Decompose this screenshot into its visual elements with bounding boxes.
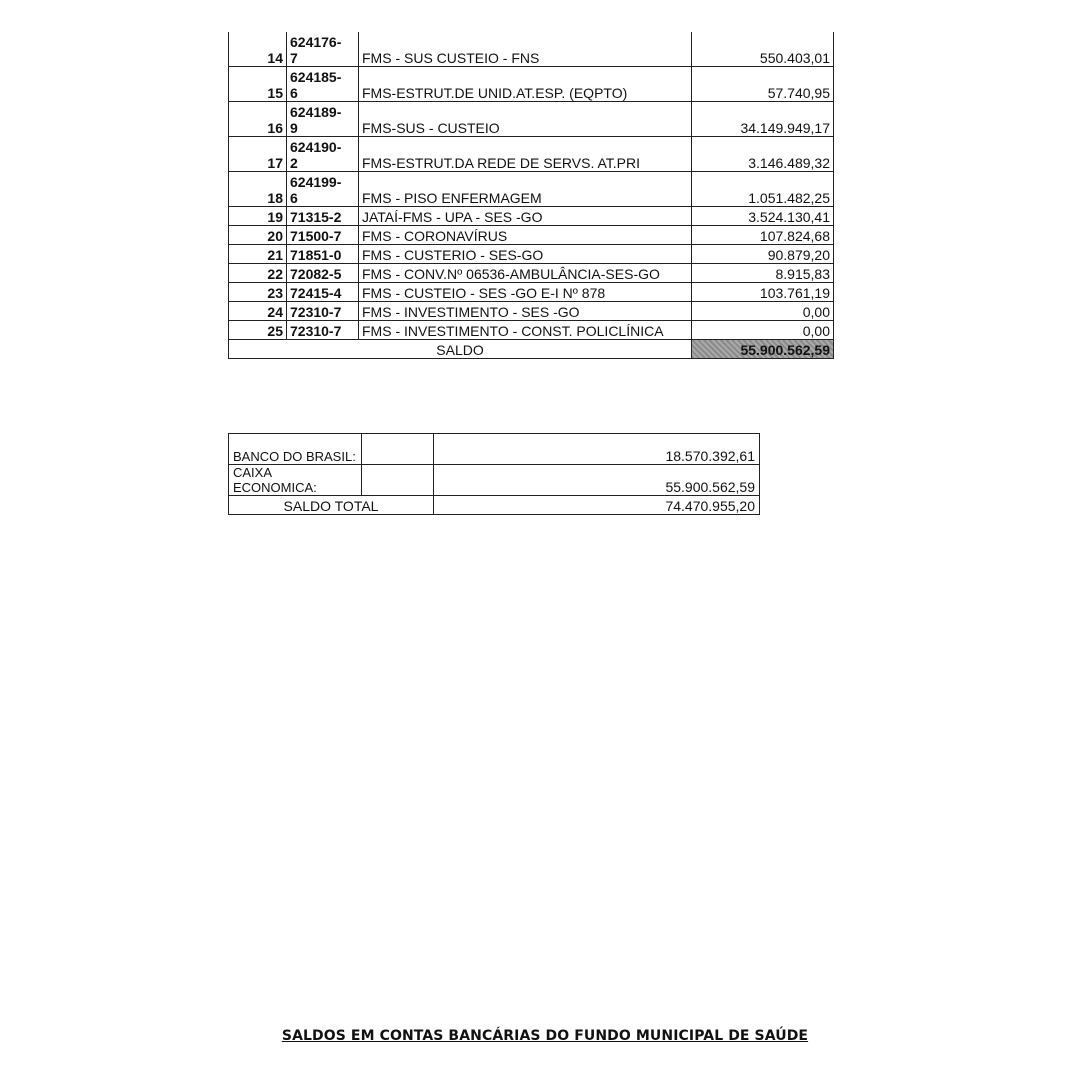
account-balance: 34.149.949,17 [692, 102, 834, 137]
account-number [287, 137, 359, 172]
row-number: 19 [229, 207, 287, 226]
account-balance: 0,00 [692, 302, 834, 321]
row-number: 23 [229, 283, 287, 302]
row-number: 18 [229, 172, 287, 207]
account-balance: 8.915,83 [692, 264, 834, 283]
row-number: 20 [229, 226, 287, 245]
account-number-part: 624199- [290, 174, 342, 190]
account-number: 71315-2 [287, 207, 359, 226]
account-number: 72310-7 [287, 321, 359, 340]
account-number [287, 32, 359, 67]
table-row [229, 226, 834, 245]
empty-cell [362, 434, 434, 465]
account-number: 72310-7 [287, 302, 359, 321]
account-number [287, 102, 359, 137]
row-number: 21 [229, 245, 287, 264]
account-description: FMS - INVESTIMENTO - SES -GO [359, 302, 692, 321]
table-row [229, 264, 834, 283]
table-row [229, 283, 834, 302]
account-number: 71851-0 [287, 245, 359, 264]
account-number: 72082-5 [287, 264, 359, 283]
account-number-part: 624189- [290, 104, 342, 120]
account-number-part: 2 [290, 155, 298, 171]
bank-name: BANCO DO BRASIL: [229, 434, 362, 465]
account-balance: 1.051.482,25 [692, 172, 834, 207]
account-description: FMS - CONV.Nº 06536-AMBULÂNCIA-SES-GO [359, 264, 692, 283]
accounts-table [228, 32, 834, 359]
total-value: 74.470.955,20 [434, 496, 760, 515]
row-number: 25 [229, 321, 287, 340]
account-description: FMS - CORONAVÍRUS [359, 226, 692, 245]
account-number-part: 9 [290, 120, 298, 136]
account-description: FMS - SUS CUSTEIO - FNS [359, 32, 692, 67]
total-label: SALDO TOTAL [229, 496, 434, 515]
row-number: 16 [229, 102, 287, 137]
empty-cell [362, 465, 434, 496]
row-number: 22 [229, 264, 287, 283]
saldo-row [229, 340, 834, 359]
table-row [229, 245, 834, 264]
account-number [287, 172, 359, 207]
table-row [229, 207, 834, 226]
document-title: SALDOS EM CONTAS BANCÁRIAS DO FUNDO MUNICIPAL DE SAÚDE [281, 1028, 809, 1044]
account-number: 71500-7 [287, 226, 359, 245]
account-description: FMS - CUSTEIO - SES -GO E-I Nº 878 [359, 283, 692, 302]
table-row [229, 32, 834, 67]
account-description: FMS-SUS - CUSTEIO [359, 102, 692, 137]
bank-name: CAIXA ECONOMICA: [229, 465, 362, 496]
account-description: FMS - INVESTIMENTO - CONST. POLICLÍNICA [359, 321, 692, 340]
bank-balance: 55.900.562,59 [434, 465, 760, 496]
account-balance: 550.403,01 [692, 32, 834, 67]
total-row [229, 496, 760, 515]
table-row [229, 302, 834, 321]
bank-summary-table [228, 433, 760, 515]
saldo-label: SALDO [229, 340, 692, 359]
table-row [229, 465, 760, 496]
account-description: JATAÍ-FMS - UPA - SES -GO [359, 207, 692, 226]
account-balance: 90.879,20 [692, 245, 834, 264]
account-number-part: 7 [290, 50, 298, 66]
saldo-value: 55.900.562,59 [692, 340, 834, 359]
account-number-part: 6 [290, 190, 298, 206]
account-number: 72415-4 [287, 283, 359, 302]
table-row [229, 172, 834, 207]
account-balance: 107.824,68 [692, 226, 834, 245]
account-number-part: 624176- [290, 34, 342, 50]
account-balance: 3.524.130,41 [692, 207, 834, 226]
table-row [229, 102, 834, 137]
table-row [229, 137, 834, 172]
account-number-part: 624190- [290, 139, 342, 155]
row-number: 24 [229, 302, 287, 321]
account-balance: 103.761,19 [692, 283, 834, 302]
row-number: 15 [229, 67, 287, 102]
account-description: FMS - PISO ENFERMAGEM [359, 172, 692, 207]
table-row [229, 321, 834, 340]
account-balance: 0,00 [692, 321, 834, 340]
account-number-part: 6 [290, 85, 298, 101]
account-description: FMS - CUSTERIO - SES-GO [359, 245, 692, 264]
table-row [229, 434, 760, 465]
account-balance: 3.146.489,32 [692, 137, 834, 172]
table-row [229, 67, 834, 102]
account-number-part: 624185- [290, 69, 342, 85]
account-number [287, 67, 359, 102]
row-number: 14 [229, 32, 287, 67]
account-balance: 57.740,95 [692, 67, 834, 102]
bank-balance: 18.570.392,61 [434, 434, 760, 465]
row-number: 17 [229, 137, 287, 172]
account-description: FMS-ESTRUT.DA REDE DE SERVS. AT.PRI [359, 137, 692, 172]
account-description: FMS-ESTRUT.DE UNID.AT.ESP. (EQPTO) [359, 67, 692, 102]
